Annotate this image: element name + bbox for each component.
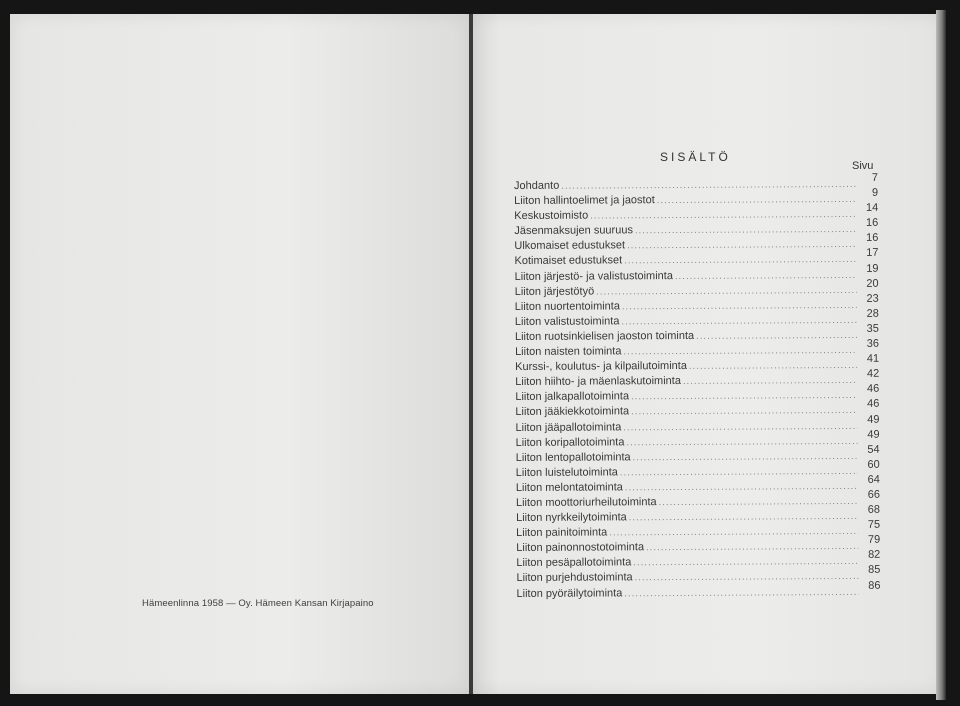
toc-entry-page-number: 36 xyxy=(866,337,880,350)
toc-entry-label: Liiton painitoiminta xyxy=(516,526,608,540)
dot-leader xyxy=(631,390,857,401)
dot-leader xyxy=(635,571,859,582)
dot-leader xyxy=(683,375,857,386)
left-page xyxy=(10,14,470,694)
dot-leader xyxy=(646,541,858,552)
toc-entry-label: Liiton lentopallotoiminta xyxy=(515,450,631,464)
toc-entry-label: Liiton jalkapallotoiminta xyxy=(515,390,630,404)
dot-leader xyxy=(659,496,858,507)
toc-entry-page-number: 14 xyxy=(865,201,879,215)
toc-entry-label: Liiton pesäpallotoiminta xyxy=(516,556,632,570)
dot-leader xyxy=(635,224,856,235)
toc-entry-page-number: 66 xyxy=(867,488,880,501)
toc-entry-page-number: 85 xyxy=(868,564,881,577)
toc-entry-label: Liiton jääkiekkotoiminta xyxy=(515,405,630,419)
dot-leader xyxy=(627,239,856,250)
dot-leader xyxy=(689,360,857,371)
toc-entry-page-number: 60 xyxy=(867,458,880,471)
dot-leader xyxy=(625,481,858,492)
toc-entry-page-number: 54 xyxy=(867,443,880,456)
toc-entry-label: Liiton ruotsinkielisen jaoston toiminta xyxy=(514,329,695,343)
toc-entry-page-number: 35 xyxy=(866,322,879,335)
toc-entry-label: Liiton melontatoiminta xyxy=(515,481,623,494)
dot-leader xyxy=(561,179,856,191)
toc-entry-label: Liiton hiihto- ja mäenlaskutoiminta xyxy=(515,375,681,389)
dot-leader xyxy=(621,315,856,326)
page-edge xyxy=(936,10,946,700)
toc-entry-label: Jäsenmaksujen suuruus xyxy=(514,224,633,238)
table-of-contents xyxy=(514,171,881,603)
dot-leader xyxy=(624,254,856,265)
toc-entry-page-number: 68 xyxy=(867,503,881,516)
toc-entry-page-number: 28 xyxy=(866,307,879,320)
dot-leader xyxy=(633,556,858,567)
toc-entry-label: Kurssi-, koulutus- ja kilpailutoiminta xyxy=(515,360,687,374)
toc-entry-page-number: 16 xyxy=(865,217,879,230)
toc-entry-label: Liiton luistelutoiminta xyxy=(515,466,618,479)
toc-entry-page-number: 49 xyxy=(867,413,880,426)
toc-entry-label: Liiton moottoriurheilutoiminta xyxy=(515,496,657,509)
page-column-header: Sivu xyxy=(852,160,874,172)
printer-imprint: Hämeenlinna 1958 — Oy. Hämeen Kansan Kirjapaino xyxy=(142,598,374,609)
book-gutter xyxy=(469,14,473,694)
toc-entry-page-number: 79 xyxy=(867,534,881,547)
toc-entry-page-number: 75 xyxy=(867,518,881,532)
dot-leader xyxy=(620,466,858,477)
toc-entry-page-number: 23 xyxy=(866,292,879,305)
dot-leader xyxy=(657,194,856,205)
toc-entry-label: Liiton naisten toiminta xyxy=(515,345,622,359)
dot-leader xyxy=(623,420,857,431)
toc-entry-page-number: 42 xyxy=(866,367,880,381)
dot-leader xyxy=(609,526,858,538)
dot-leader xyxy=(624,586,858,597)
toc-entry-page-number: 41 xyxy=(866,352,880,365)
toc-entry-label: Liiton jääpallotoiminta xyxy=(515,420,622,434)
toc-entry-page-number: 46 xyxy=(867,398,880,411)
toc-entry-page-number: 20 xyxy=(866,277,879,290)
dot-leader xyxy=(631,405,857,416)
dot-leader xyxy=(675,269,857,280)
toc-title: SISÄLTÖ xyxy=(660,150,731,164)
toc-entry-page-number: 82 xyxy=(868,549,881,562)
dot-leader xyxy=(596,285,857,297)
toc-entry-page-number: 49 xyxy=(867,428,880,441)
toc-entry-page-number: 17 xyxy=(866,247,879,260)
toc-entry-label: Ulkomaiset edustukset xyxy=(514,239,626,253)
toc-entry-label: Liiton koripallotoiminta xyxy=(515,435,625,449)
dot-leader xyxy=(623,345,857,356)
toc-entry-label: Liiton pyöräilytoiminta xyxy=(516,586,623,600)
dot-leader xyxy=(626,435,857,446)
toc-entry-label: Kotimaiset edustukset xyxy=(514,254,623,268)
toc-entry-page-number: 16 xyxy=(866,232,879,245)
toc-entry-label: Liiton järjestötyö xyxy=(514,285,595,298)
toc-entry-page-number: 64 xyxy=(867,473,880,486)
toc-entry-page-number: 7 xyxy=(871,171,879,184)
toc-entry-label: Liiton järjestö- ja valistustoiminta xyxy=(514,269,673,283)
toc-entry-label: Keskustoimisto xyxy=(514,209,589,223)
toc-entry-label: Johdanto xyxy=(514,179,560,192)
toc-entry xyxy=(516,579,881,602)
dot-leader xyxy=(629,511,858,522)
toc-entry-label: Liiton purjehdustoiminta xyxy=(516,571,633,585)
toc-entry-page-number: 86 xyxy=(868,579,881,592)
toc-entry-label: Liiton painonnostotoiminta xyxy=(516,541,645,555)
toc-entry-label: Liiton hallintoelimet ja jaostot xyxy=(514,194,655,208)
dot-leader xyxy=(696,330,857,341)
toc-entry-page-number: 19 xyxy=(866,262,879,275)
toc-entry-page-number: 46 xyxy=(866,383,880,396)
toc-entry-label: Liiton valistustoiminta xyxy=(514,315,620,328)
toc-entry-label: Liiton nuortentoiminta xyxy=(514,300,620,313)
toc-entry-page-number: 9 xyxy=(871,186,879,199)
dot-leader xyxy=(633,451,858,462)
dot-leader xyxy=(622,300,857,311)
toc-entry-label: Liiton nyrkkeilytoiminta xyxy=(516,511,627,525)
dot-leader xyxy=(590,209,856,221)
